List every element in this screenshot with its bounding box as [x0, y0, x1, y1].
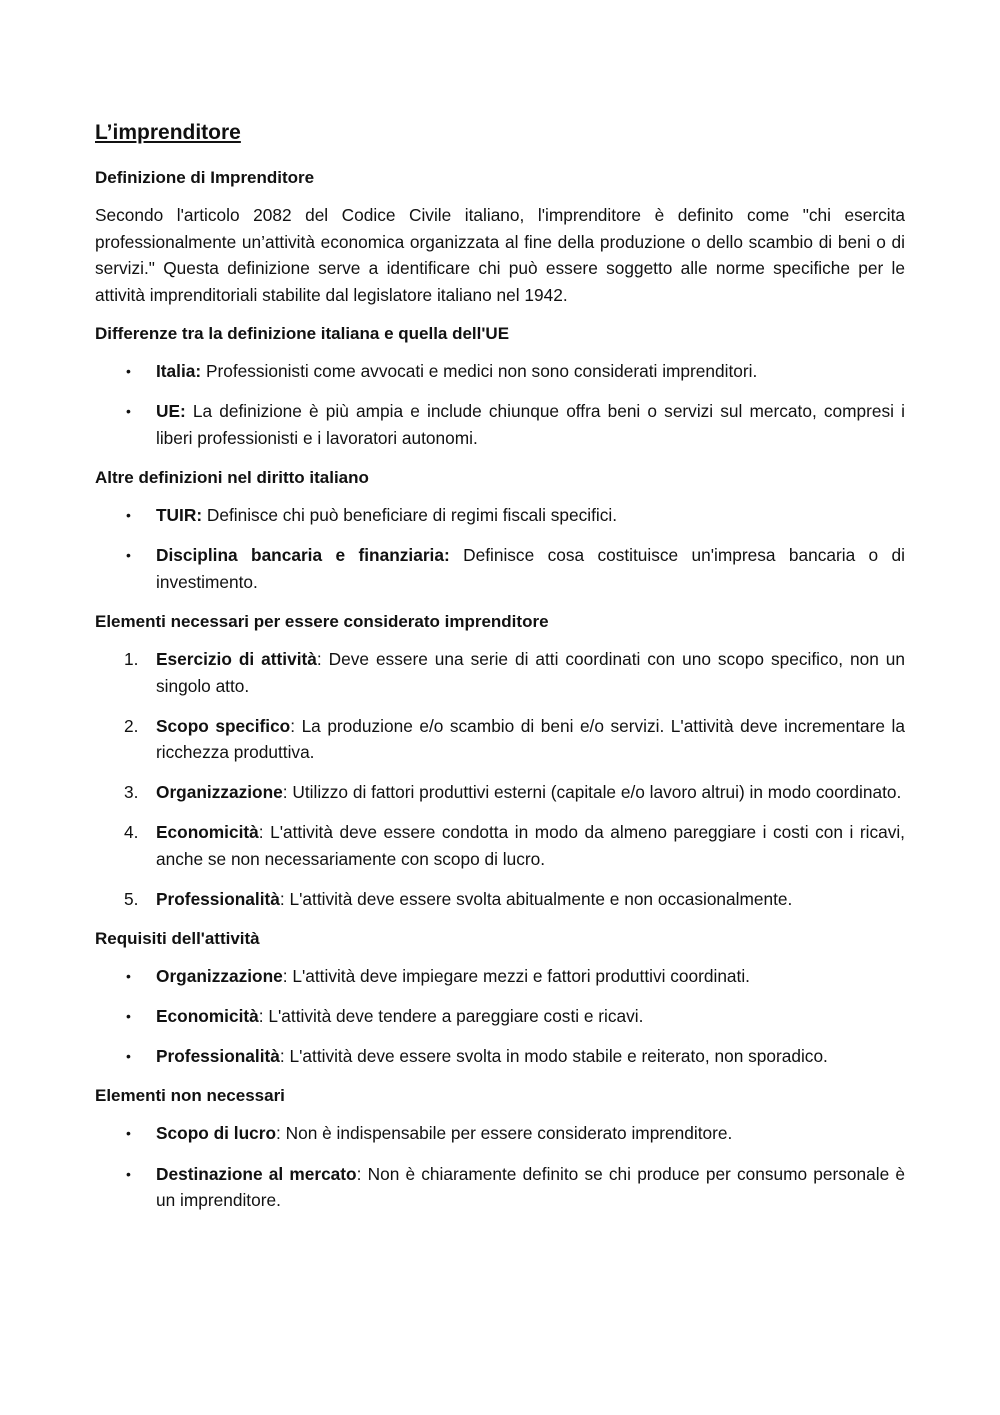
- list-number: 3.: [124, 782, 139, 803]
- item-term: Italia:: [156, 361, 202, 382]
- section-heading-altre: Altre definizioni nel diritto italiano: [95, 468, 369, 488]
- item-term: Professionalità: [156, 889, 280, 910]
- definizione-paragraph: Secondo l'articolo 2082 del Codice Civile italiano, l'imprenditore è definito come "chi esercita professionalmente un’attività economica organizzata al fine della produzione o dello scambio di beni o di servizi." Questa definizione serve a identificare chi può essere soggetto alle norme specifiche per le attività imprenditoriali stabilite dal legislatore italiano nel 1942.: [95, 205, 905, 305]
- bullet-icon: •: [126, 1048, 131, 1065]
- list-item: [95, 779, 905, 806]
- item-term: UE:: [156, 401, 186, 422]
- item-text: Professionisti come avvocati e medici non sono considerati imprenditori.: [201, 361, 758, 382]
- item-text: : L'attività deve tendere a pareggiare costi e ricavi.: [258, 1006, 644, 1027]
- page-title: L’imprenditore: [95, 121, 241, 144]
- list-item: [95, 1003, 905, 1030]
- elementi-list: [95, 646, 905, 913]
- list-item: [95, 398, 905, 451]
- item-term: Economicità: [156, 1006, 259, 1027]
- item-text: : La produzione e/o scambio di beni e/o servizi. L'attività deve incrementare la ricchezza produttiva.: [156, 715, 905, 763]
- item-term: Esercizio di attività: [156, 648, 317, 669]
- item-term: TUIR:: [156, 505, 203, 526]
- list-item: [95, 713, 905, 766]
- list-item: [95, 819, 905, 872]
- non-necessari-list: [95, 1120, 905, 1213]
- list-item: [95, 1161, 905, 1214]
- item-term: Organizzazione: [156, 966, 283, 987]
- item-text: : Utilizzo di fattori produttivi esterni (capitale e/o lavoro altrui) in modo coordinato.: [282, 782, 902, 803]
- item-text: : L'attività deve impiegare mezzi e fattori produttivi coordinati.: [282, 966, 750, 987]
- bullet-icon: •: [126, 1125, 131, 1142]
- list-item: [95, 1120, 905, 1147]
- list-item: [95, 542, 905, 595]
- document-body: [95, 118, 905, 1227]
- section-heading-elementi: Elementi necessari per essere considerato imprenditore: [95, 611, 549, 631]
- list-item: [95, 358, 905, 385]
- item-text: : L'attività deve essere svolta in modo stabile e reiterato, non sporadico.: [279, 1046, 828, 1067]
- bullet-icon: •: [126, 547, 131, 564]
- section-heading-differenze: Differenze tra la definizione italiana e quella dell'UE: [95, 324, 510, 344]
- item-term: Economicità: [156, 822, 259, 843]
- item-text: Definisce chi può beneficiare di regimi fiscali specifici.: [202, 505, 618, 526]
- item-text: : L'attività deve essere svolta abitualmente e non occasionalmente.: [279, 889, 793, 910]
- bullet-icon: •: [126, 363, 131, 380]
- item-term: Disciplina bancaria e finanziaria:: [156, 545, 450, 566]
- bullet-icon: •: [126, 403, 131, 420]
- bullet-icon: •: [126, 1165, 131, 1182]
- list-item: [95, 502, 905, 529]
- list-number: 1.: [124, 648, 139, 669]
- list-item: [95, 1043, 905, 1070]
- item-term: Destinazione al mercato: [156, 1163, 357, 1184]
- item-term: Organizzazione: [156, 782, 283, 803]
- section-heading-non-necessari: Elementi non necessari: [95, 1086, 285, 1106]
- list-item: [95, 963, 905, 990]
- bullet-icon: •: [126, 968, 131, 985]
- section-heading-definizione: Definizione di Imprenditore: [95, 168, 315, 187]
- list-number: 5.: [124, 889, 139, 910]
- requisiti-list: [95, 963, 905, 1070]
- item-term: Professionalità: [156, 1046, 280, 1067]
- item-term: Scopo specifico: [156, 715, 291, 736]
- section-heading-requisiti: Requisiti dell'attività: [95, 929, 260, 949]
- item-text: : Deve essere una serie di atti coordinati con uno scopo specifico, non un singolo atto.: [156, 648, 906, 696]
- list-item: [95, 886, 905, 913]
- list-number: 2.: [124, 715, 139, 736]
- list-item: [95, 646, 905, 699]
- bullet-icon: •: [126, 1008, 131, 1025]
- item-text: Definisce cosa costituisce un'impresa bancaria o di investimento.: [156, 545, 906, 592]
- differenze-list: [95, 358, 905, 451]
- altre-list: [95, 502, 905, 595]
- list-number: 4.: [124, 822, 139, 843]
- item-text: : L'attività deve essere condotta in modo da almeno pareggiare i costi con i ricavi, anche se non necessariamente con scopo di lucro.: [156, 822, 905, 869]
- item-text: : Non è indispensabile per essere considerato imprenditore.: [276, 1123, 733, 1144]
- bullet-icon: •: [126, 507, 131, 524]
- item-text: : Non è chiaramente definito se chi produce per consumo personale è un imprenditore.: [156, 1163, 905, 1211]
- item-term: Scopo di lucro: [156, 1123, 277, 1144]
- item-text: La definizione è più ampia e include chiunque offra beni o servizi sul mercato, compresi i liberi professionisti e i lavoratori autonomi.: [156, 401, 905, 449]
